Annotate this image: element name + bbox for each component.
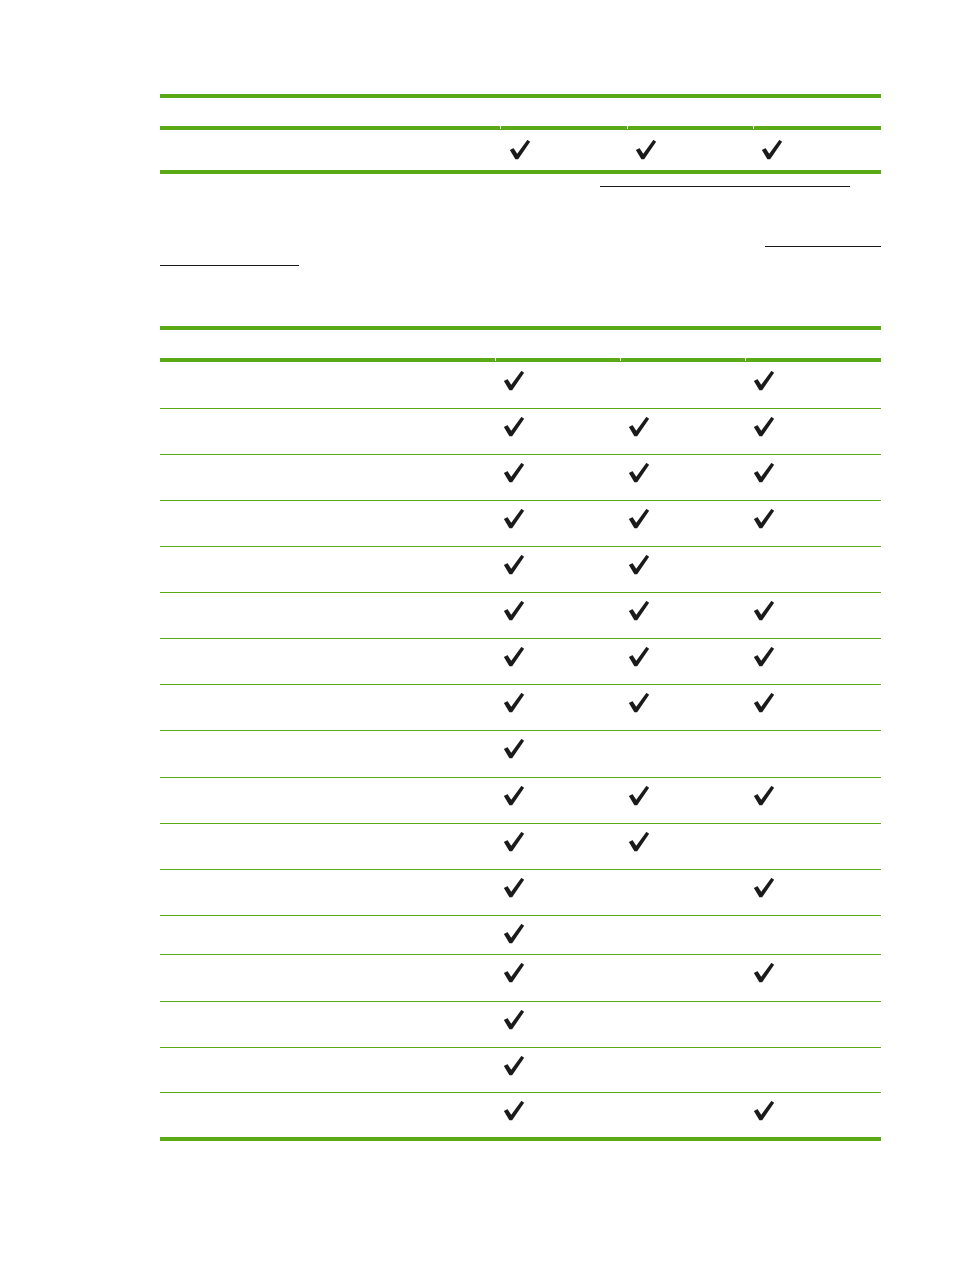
checkmark-icon bbox=[634, 138, 658, 162]
column-separator bbox=[753, 126, 754, 129]
checkmark-icon bbox=[502, 1054, 526, 1078]
checkmark-icon bbox=[502, 1008, 526, 1032]
checkmark-icon bbox=[752, 369, 776, 393]
row-divider bbox=[160, 454, 881, 455]
checkmark-icon bbox=[627, 415, 651, 439]
column-separator bbox=[745, 358, 746, 361]
hyperlink-underline[interactable] bbox=[160, 265, 299, 266]
checkmark-icon bbox=[502, 784, 526, 808]
row-divider bbox=[160, 638, 881, 639]
checkmark-icon bbox=[752, 461, 776, 485]
checkmark-icon bbox=[502, 599, 526, 623]
checkmark-icon bbox=[627, 830, 651, 854]
row-divider bbox=[160, 869, 881, 870]
checkmark-icon bbox=[502, 961, 526, 985]
checkmark-icon bbox=[502, 922, 526, 946]
table-2-bottom-rule bbox=[160, 1137, 881, 1141]
column-separator bbox=[500, 126, 501, 129]
table-1-header-rule bbox=[160, 126, 881, 130]
table-1-top-rule bbox=[160, 94, 881, 98]
table-2-top-rule bbox=[160, 326, 881, 330]
checkmark-icon bbox=[502, 461, 526, 485]
table-2-header-rule bbox=[160, 358, 881, 362]
checkmark-icon bbox=[502, 830, 526, 854]
checkmark-icon bbox=[752, 876, 776, 900]
row-divider bbox=[160, 500, 881, 501]
checkmark-icon bbox=[760, 138, 784, 162]
checkmark-icon bbox=[752, 507, 776, 531]
column-separator bbox=[627, 126, 628, 129]
column-separator bbox=[495, 358, 496, 361]
row-divider bbox=[160, 1047, 881, 1048]
row-divider bbox=[160, 684, 881, 685]
checkmark-icon bbox=[627, 691, 651, 715]
table-1-bottom-rule bbox=[160, 170, 881, 174]
checkmark-icon bbox=[502, 369, 526, 393]
checkmark-icon bbox=[627, 599, 651, 623]
row-divider bbox=[160, 1001, 881, 1002]
hyperlink-underline[interactable] bbox=[600, 186, 850, 187]
checkmark-icon bbox=[502, 691, 526, 715]
checkmark-icon bbox=[752, 784, 776, 808]
row-divider bbox=[160, 592, 881, 593]
row-divider bbox=[160, 546, 881, 547]
row-divider bbox=[160, 777, 881, 778]
checkmark-icon bbox=[502, 415, 526, 439]
checkmark-icon bbox=[752, 599, 776, 623]
checkmark-icon bbox=[502, 1099, 526, 1123]
checkmark-icon bbox=[752, 1099, 776, 1123]
row-divider bbox=[160, 954, 881, 955]
checkmark-icon bbox=[627, 461, 651, 485]
checkmark-icon bbox=[752, 691, 776, 715]
checkmark-icon bbox=[627, 507, 651, 531]
checkmark-icon bbox=[502, 737, 526, 761]
checkmark-icon bbox=[502, 553, 526, 577]
checkmark-icon bbox=[627, 645, 651, 669]
column-separator bbox=[620, 358, 621, 361]
checkmark-icon bbox=[752, 645, 776, 669]
checkmark-icon bbox=[502, 645, 526, 669]
checkmark-icon bbox=[502, 876, 526, 900]
checkmark-icon bbox=[508, 138, 532, 162]
row-divider bbox=[160, 915, 881, 916]
checkmark-icon bbox=[627, 553, 651, 577]
checkmark-icon bbox=[627, 784, 651, 808]
row-divider bbox=[160, 408, 881, 409]
checkmark-icon bbox=[752, 415, 776, 439]
row-divider bbox=[160, 730, 881, 731]
row-divider bbox=[160, 823, 881, 824]
checkmark-icon bbox=[502, 507, 526, 531]
hyperlink-underline[interactable] bbox=[765, 246, 881, 247]
checkmark-icon bbox=[752, 961, 776, 985]
row-divider bbox=[160, 1092, 881, 1093]
